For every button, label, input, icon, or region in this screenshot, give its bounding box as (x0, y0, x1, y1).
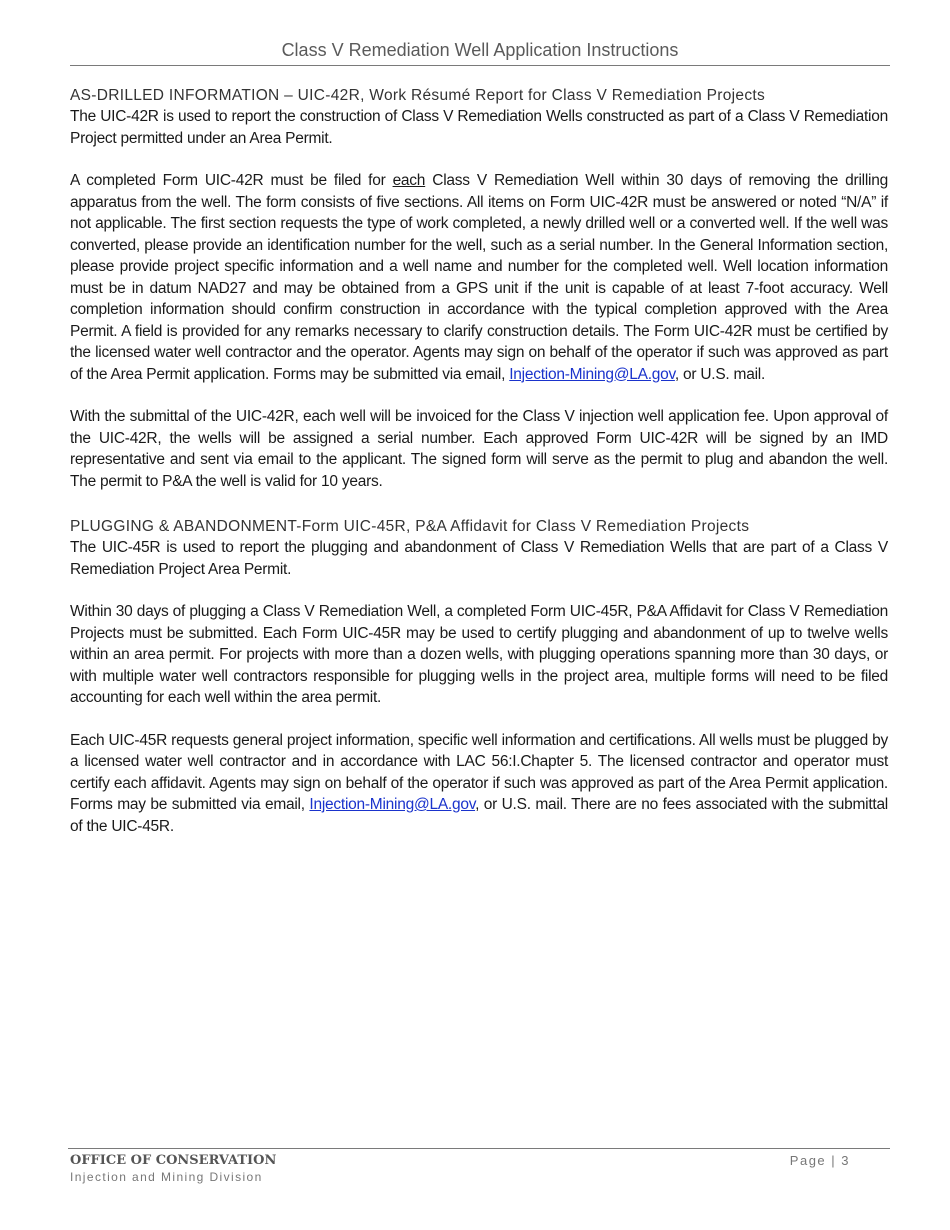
section-heading-as-drilled: AS-DRILLED INFORMATION – UIC-42R, Work Résumé Report for Class V Remediation Projects (70, 87, 766, 104)
page-footer (68, 1148, 890, 1184)
email-link[interactable]: Injection-Mining@LA.gov (509, 365, 675, 383)
section-heading-plugging: PLUGGING & ABANDONMENT-Form UIC-45R, P&A Affidavit for Class V Remediation Projects (70, 518, 750, 535)
office-name: OFFICE OF CONSERVATION (70, 1153, 277, 1168)
underlined-word: each (392, 172, 426, 189)
footer-office-block (70, 1153, 276, 1184)
division-name: Injection and Mining Division (70, 1170, 263, 1184)
paragraph-uic45r-deadline: Within 30 days of plugging a Class V Remediation Well, a completed Form UIC-45R, P&A Affidavit for Class V Remediation Projects must be submitted. Each Form UIC-45R may be used to certify plugging and abandonment of up to twelve wells within an area permit. For projects with more than a dozen wells, with plugging operations spanning more than 30 days, or with multiple water well contractors responsible for plugging wells in the project area, multiple forms will need to be filed accounting for each well within the area permit. (70, 603, 888, 706)
paragraph-uic45r-intro: The UIC-45R is used to report the plugging and abandonment of Class V Remediation Wells that are part of a Class V Remediation Project Area Permit. (70, 539, 888, 578)
email-link[interactable]: Injection-Mining@LA.gov (309, 796, 476, 813)
text-run: , or U.S. mail. There are no fees associated with the submittal of the UIC-45R. (70, 796, 889, 835)
text-run: A completed Form UIC-42R must be filed for (70, 172, 393, 189)
paragraph-uic42r-intro: The UIC-42R is used to report the construction of Class V Remediation Wells constructed as part of a Class V Remediation Project permitted under an Area Permit. (70, 108, 888, 147)
paragraph-uic45r-requirements (70, 730, 888, 838)
page-header-title: Class V Remediation Well Application Instructions (70, 40, 890, 66)
page-number: Page | 3 (789, 1153, 850, 1168)
paragraph-uic42r-invoice: With the submittal of the UIC-42R, each well will be invoiced for the Class V injection well application fee. Upon approval of the UIC-42R, the wells will be assigned a serial number. Each approved Form UIC-42R will be signed by an IMD representative and sent via email to the applicant. The signed form will serve as the permit to plug and abandon the well. The permit to P&A the well is valid for 10 years. (70, 408, 888, 490)
document-body (70, 86, 888, 858)
text-run: , or U.S. mail. (674, 365, 766, 383)
paragraph-uic42r-filing (70, 170, 888, 385)
text-run: Class V Remediation Well within 30 days of removing the drilling apparatus from the well. The form consists of five sections. All items on Form UIC-42R must be answered or noted “N/A” if not applicable. The first section requests the type of work completed, a newly drilled well or a converted well. If the well was converted, please provide an identification number for the well, such as a serial number. In the General Information section, please provide project specific information and a well name and number for the completed well. Well location information must be in datum NAD27 and may be obtained from a GPS unit if the unit is capable of at least 7-foot accuracy. Well completion information should confirm construction in accordance with the typical completion approved with the Area Permit. A field is provided for any remarks necessary to clarify construction details. The Form UIC-42R must be certified by the licensed water well contractor and the operator. Agents may sign on behalf of the operator if such was approved as part of the Area Permit application. Forms may be submitted via email, (70, 172, 888, 383)
text-run: Each UIC-45R requests general project information, specific well information and certifications. All wells must be plugged by a licensed water well contractor and in accordance with LAC 56:I.Chapter 5. The licensed contractor and operator must certify each affidavit. Agents may sign on behalf of the operator if such was approved as part of the Area Permit application. Forms may be submitted via email, (70, 731, 888, 813)
